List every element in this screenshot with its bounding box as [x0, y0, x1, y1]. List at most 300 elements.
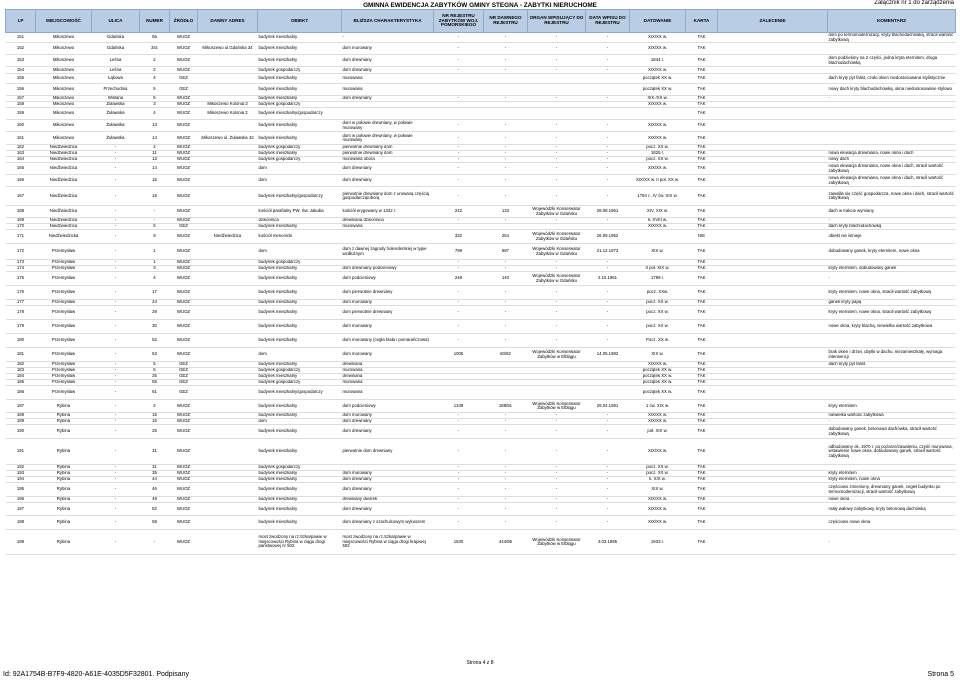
table-cell: - — [528, 516, 586, 530]
table-cell — [828, 43, 956, 55]
table-cell: dom drewniany z szachulcowym wykuszem — [342, 516, 434, 530]
table-cell — [198, 84, 258, 96]
table-cell: budynek mieszkalny — [258, 151, 342, 157]
table-cell: - — [92, 260, 140, 266]
table-cell: dom drewniany — [342, 419, 434, 425]
table-cell — [828, 334, 956, 348]
table-cell: 1349 — [434, 400, 484, 413]
table-cell: - — [586, 33, 630, 43]
table-cell: Niedźwiedzica — [36, 175, 92, 187]
table-cell: Wiślana — [92, 96, 140, 102]
table-cell: Niedźwiedzica — [36, 157, 92, 163]
table-cell: TAK — [686, 96, 718, 102]
table-cell: TAK — [686, 151, 718, 157]
table-cell: 153 — [6, 55, 36, 67]
table-cell — [718, 530, 828, 555]
table-cell: TAK — [686, 84, 718, 96]
table-cell: - — [586, 163, 630, 175]
table-cell — [198, 348, 258, 362]
table-cell — [528, 108, 586, 120]
table-cell: - — [528, 306, 586, 320]
table-cell: WUOZ — [170, 471, 198, 477]
table-cell: 163 — [6, 151, 36, 157]
table-cell: 254 — [484, 230, 528, 244]
table-cell: budynek mieszkalny — [258, 320, 342, 334]
table-cell: 176 — [6, 286, 36, 300]
table-cell: - — [484, 55, 528, 67]
table-cell: - — [828, 530, 956, 555]
table-cell: XIX/XX w. — [630, 439, 686, 465]
table-cell: pierwotnie dom drewniany — [342, 439, 434, 465]
table-cell: TAK — [686, 439, 718, 465]
table-cell: - — [92, 157, 140, 163]
table-cell: TAK — [686, 425, 718, 439]
table-cell — [434, 386, 484, 400]
table-cell: 30 — [140, 320, 170, 334]
table-cell: 195 — [6, 483, 36, 497]
table-cell: - — [586, 187, 630, 206]
table-cell: - — [92, 244, 140, 260]
table-cell: - — [586, 175, 630, 187]
table-cell: 198 — [6, 516, 36, 530]
table-cell: Rybina — [36, 503, 92, 516]
table-cell: - — [484, 419, 528, 425]
table-cell: XIX/XX w. — [630, 497, 686, 503]
table-cell: początek XX w. — [630, 84, 686, 96]
table-cell: - — [586, 413, 630, 419]
table-cell — [718, 206, 828, 218]
table-cell: dom drewniany — [342, 477, 434, 483]
table-cell: 189 — [6, 419, 36, 425]
table-cell: - — [140, 218, 170, 224]
table-cell: - — [92, 286, 140, 300]
table-cell: 60/82 — [484, 348, 528, 362]
table-cell: Żuławska — [92, 120, 140, 132]
table-cell: drewniana — [342, 362, 434, 368]
table-cell: - — [92, 206, 140, 218]
table-cell: Przemysław — [36, 374, 92, 380]
table-cell: XIX w. — [630, 348, 686, 362]
document-title: GMINNA EWIDENCJA ZABYTKÓW GMINY STEGNA - ZABYTKI NIERUCHOME — [363, 2, 597, 9]
table-cell: odbudowany ok. 1970 r. po pożarze/zawaleniu, część murowana, wstawienie nowe okna, dobudowany ganek, stracił wartość zabytkową — [828, 439, 956, 465]
table-cell: kryty eternitem — [828, 471, 956, 477]
table-cell: GEZ — [170, 362, 198, 368]
table-cell: budynek mieszkalny — [258, 272, 342, 286]
table-cell: - — [586, 132, 630, 145]
table-cell: 154 — [6, 67, 36, 74]
table-cell: - — [434, 413, 484, 419]
table-cell: murowana — [342, 84, 434, 96]
table-cell: Przemysław — [36, 244, 92, 260]
table-cell: 155 — [6, 74, 36, 84]
table-cell: dom drewniany — [342, 503, 434, 516]
table-cell: Rybina — [36, 419, 92, 425]
table-cell: 1006 — [434, 348, 484, 362]
table-cell: TAK — [686, 368, 718, 374]
table-cell: Przemysław — [36, 368, 92, 374]
table-cell: XIX/XX w. — [630, 516, 686, 530]
table-cell: nowa elewacja drewniana, nowe okna i dach — [828, 151, 956, 157]
table-cell: TAK — [686, 380, 718, 386]
table-cell: dom murowany — [342, 320, 434, 334]
table-cell: początek XX w. — [630, 386, 686, 400]
table-cell: - — [828, 96, 956, 102]
column-header: DAWNY ADRES — [198, 10, 258, 33]
table-cell: Rybina — [36, 497, 92, 503]
column-header: NUMER — [140, 10, 170, 33]
table-cell: pocz. XX w. — [630, 465, 686, 471]
table-cell — [828, 120, 956, 132]
table-cell: obiekt nie istnieje — [828, 230, 956, 244]
table-cell: drewniana — [342, 374, 434, 380]
table-cell: - — [484, 187, 528, 206]
table-row — [6, 206, 956, 218]
table-cell: 2 — [140, 67, 170, 74]
table-cell: XIX/XX w. — [630, 362, 686, 368]
column-header: DATA WPISU DO REJESTRU — [586, 10, 630, 33]
table-row — [6, 286, 956, 300]
column-header: MIEJSCOWOŚĆ — [36, 10, 92, 33]
table-cell — [718, 320, 828, 334]
table-cell: budynek mieszkalny/gospodarczy — [258, 108, 342, 120]
table-cell: - — [528, 465, 586, 471]
table-cell: 169 — [6, 218, 36, 224]
table-cell: WUOZ — [170, 244, 198, 260]
table-cell: Rybina — [36, 483, 92, 497]
table-cell: Rybina — [36, 465, 92, 471]
table-cell: Mikoszewo — [36, 55, 92, 67]
table-cell: 158 — [6, 102, 36, 108]
table-cell: 1 — [140, 244, 170, 260]
table-cell — [198, 33, 258, 43]
table-cell: XIX /XX w. — [630, 96, 686, 102]
table-cell — [586, 84, 630, 96]
table-cell: kryty eternitem, dobudowany ganek — [828, 266, 956, 272]
table-cell: 173 — [6, 260, 36, 266]
table-cell: - — [92, 497, 140, 503]
table-cell: Wojewódzki Konserwator Zabytków w Gdańsku — [528, 244, 586, 260]
table-cell: 5 — [140, 84, 170, 96]
table-cell: dom — [258, 175, 342, 187]
table-cell: - — [484, 151, 528, 157]
table-cell: TAK — [686, 465, 718, 471]
table-cell: niewielka wartość zabytkowa — [828, 413, 956, 419]
table-cell: TAK — [686, 386, 718, 400]
table-cell: pocz. XX w. — [630, 300, 686, 306]
table-cell: - — [528, 260, 586, 266]
column-header: ORGAN WPISUJĄCY DO REJESTRU — [528, 10, 586, 33]
table-row — [6, 425, 956, 439]
table-cell: WUOZ — [170, 300, 198, 306]
table-cell: Niedźwiedzicka — [36, 230, 92, 244]
table-cell: - — [484, 439, 528, 465]
table-cell: Wojewódzki Konserwator Zabytków w Elblągu — [528, 348, 586, 362]
table-cell: - — [528, 151, 586, 157]
table-cell: 156 — [6, 84, 36, 96]
table-cell: - — [92, 503, 140, 516]
table-cell: - — [484, 471, 528, 477]
table-cell: 5 — [140, 224, 170, 230]
table-cell — [718, 334, 828, 348]
table-cell: TAK — [686, 286, 718, 300]
column-header: ŹRÓDŁO — [170, 10, 198, 33]
table-row — [6, 175, 956, 187]
table-cell: - — [484, 33, 528, 43]
table-cell: - — [484, 163, 528, 175]
table-cell: kryty eternitem, nowe okna, stracił wartość zabytkową — [828, 286, 956, 300]
table-cell: Mikoszewo — [36, 96, 92, 102]
table-cell: budynek mieszkalny — [258, 74, 342, 84]
table-cell: WUOZ — [170, 33, 198, 43]
table-cell: XIX/XX w. — [630, 413, 686, 419]
table-cell: 152 — [6, 43, 36, 55]
table-cell: TAK — [686, 74, 718, 84]
table-cell — [198, 206, 258, 218]
table-cell: budynek mieszkalny/gospodarczy — [258, 187, 342, 206]
table-cell: początek XX w. — [630, 74, 686, 84]
table-cell: budynek gospodarczy — [258, 102, 342, 108]
table-cell — [528, 386, 586, 400]
table-cell: - — [586, 43, 630, 55]
table-cell: Mikoszewo — [36, 84, 92, 96]
table-cell: 5 — [140, 96, 170, 102]
table-cell: WUOZ — [170, 230, 198, 244]
table-row — [6, 503, 956, 516]
table-cell: WUOZ — [170, 157, 198, 163]
table-cell: Niedźwiedzica — [36, 218, 92, 224]
table-cell: Niedźwiedzica — [36, 206, 92, 218]
table-row — [6, 306, 956, 320]
table-cell: dom — [258, 163, 342, 175]
table-cell: dom podcieniowy — [342, 400, 434, 413]
table-cell: 4 — [140, 74, 170, 84]
table-cell: - — [484, 260, 528, 266]
table-row — [6, 334, 956, 348]
table-cell: 2 — [140, 55, 170, 67]
table-cell: - — [828, 419, 956, 425]
table-cell: Rybina — [36, 413, 92, 419]
table-row — [6, 120, 956, 132]
table-cell: - — [434, 33, 484, 43]
table-cell — [718, 348, 828, 362]
table-cell: Rybina — [36, 400, 92, 413]
table-cell — [434, 84, 484, 96]
table-cell — [434, 108, 484, 120]
table-cell: 167 — [6, 187, 36, 206]
table-cell — [198, 439, 258, 465]
table-cell: WUOZ — [170, 477, 198, 483]
table-cell: - — [434, 419, 484, 425]
table-cell: WUOZ — [170, 272, 198, 286]
table-cell: - — [528, 300, 586, 306]
table-cell: 13 — [140, 120, 170, 132]
table-cell: murowana obora — [342, 157, 434, 163]
table-cell — [718, 74, 828, 84]
table-cell: Niedźwiedzica — [36, 163, 92, 175]
table-cell: budynek mieszkalny — [258, 503, 342, 516]
table-cell — [718, 33, 828, 43]
table-cell: 444/95 — [484, 530, 528, 555]
table-cell: ganek kryty papą — [828, 300, 956, 306]
table-cell: - — [434, 43, 484, 55]
table-cell: Wojewódzki Konserwator Zabytków w Elblągu — [528, 400, 586, 413]
table-cell: 194 — [6, 477, 36, 483]
table-cell: 11 — [140, 151, 170, 157]
table-cell: budynek mieszkalny — [258, 55, 342, 67]
table-cell: Mikoszewo — [36, 120, 92, 132]
table-cell: 29 — [140, 306, 170, 320]
table-cell: TAK — [686, 102, 718, 108]
table-cell: murowana — [342, 74, 434, 84]
table-cell: 151 — [6, 33, 36, 43]
table-cell: dom w połowie drewniany, w połowie murowany — [342, 120, 434, 132]
table-cell: Mikoszewo — [36, 67, 92, 74]
table-cell: dach w trakcie wymiany — [828, 206, 956, 218]
table-cell: - — [528, 477, 586, 483]
table-cell: - — [434, 132, 484, 145]
table-cell: Przemysław — [36, 362, 92, 368]
table-cell: 9 — [140, 230, 170, 244]
table-row — [6, 84, 956, 96]
table-cell: kościół parafialny PW. Św. Jakuba — [258, 206, 342, 218]
table-cell: - — [586, 516, 630, 530]
table-cell: dom pierwotnie drewniany — [342, 306, 434, 320]
table-cell: - — [434, 497, 484, 503]
table-cell: dom po termomodernizacji, kryty blachodachówką, stracił wartość zabytkową — [828, 33, 956, 43]
table-cell: - — [586, 471, 630, 477]
table-cell: budynek mieszkalny — [258, 334, 342, 348]
table-cell — [586, 108, 630, 120]
table-cell: 3 — [140, 266, 170, 272]
table-cell — [718, 286, 828, 300]
table-cell: 4 — [140, 272, 170, 286]
table-cell: 191 — [6, 439, 36, 465]
table-cell: - — [586, 419, 630, 425]
table-cell: - — [484, 120, 528, 132]
table-cell: - — [92, 471, 140, 477]
table-cell — [198, 163, 258, 175]
table-cell: - — [92, 145, 140, 151]
table-cell: - — [586, 477, 630, 483]
table-cell: WUOZ — [170, 413, 198, 419]
table-cell: dom drewniany — [342, 163, 434, 175]
table-cell: Rybina — [36, 439, 92, 465]
table-cell: - — [828, 218, 956, 224]
table-cell: - — [140, 530, 170, 555]
table-cell: WUOZ — [170, 218, 198, 224]
table-cell: budynek mieszkalny — [258, 374, 342, 380]
table-cell — [198, 400, 258, 413]
table-cell: budynek mieszkalny — [258, 84, 342, 96]
table-cell: 164 — [6, 157, 36, 163]
table-cell: - — [92, 400, 140, 413]
page-label: Strona 5 — [927, 671, 954, 678]
document-id: Id: 92A1754B-B7F9-4820-A61E-4035D5F32801. Podpisany — [3, 671, 190, 678]
table-cell: - — [92, 362, 140, 368]
table-cell: 170 — [6, 224, 36, 230]
table-cell: Mikoszewo — [36, 102, 92, 108]
table-cell: - — [528, 157, 586, 163]
table-cell: - — [434, 55, 484, 67]
table-cell: Przemysław — [36, 286, 92, 300]
table-cell: 166 — [6, 175, 36, 187]
table-cell: 13 — [140, 157, 170, 163]
table-cell: most zwodzony na rz.Szkarpawie w miejscowości Rybina w ciągu drogi krajowej 502 — [342, 530, 434, 555]
table-cell: - — [92, 374, 140, 380]
table-cell: - — [434, 120, 484, 132]
table-cell: 21.12.1973 — [586, 244, 630, 260]
table-cell: 14 — [140, 163, 170, 175]
table-cell: - — [92, 272, 140, 286]
table-cell: pocz. XX w. — [630, 306, 686, 320]
column-header: ULICA — [92, 10, 140, 33]
table-cell: GEZ — [170, 74, 198, 84]
table-cell: TAK — [686, 400, 718, 413]
column-header: LP — [6, 10, 36, 33]
table-cell: - — [528, 145, 586, 151]
table-cell: WUOZ — [170, 132, 198, 145]
table-cell: Przemysław — [36, 266, 92, 272]
table-cell: - — [434, 425, 484, 439]
table-cell: - — [586, 483, 630, 497]
table-cell — [718, 67, 828, 74]
table-cell: budynek mieszkalny — [258, 425, 342, 439]
table-cell — [586, 386, 630, 400]
table-cell: WUOZ — [170, 400, 198, 413]
table-cell: WUOZ — [170, 439, 198, 465]
table-cell: - — [586, 286, 630, 300]
table-cell: budynek mieszkalny — [258, 266, 342, 272]
table-cell: - — [586, 120, 630, 132]
table-cell: WUOZ — [170, 108, 198, 120]
table-cell: WUOZ — [170, 145, 198, 151]
table-cell: XIX/XX w. — [630, 503, 686, 516]
table-cell: WUOZ — [170, 187, 198, 206]
table-cell: 17 — [140, 286, 170, 300]
table-cell: - — [434, 465, 484, 471]
table-cell: pocz. XX w. — [630, 145, 686, 151]
table-cell: - — [528, 503, 586, 516]
table-cell: TAK — [686, 516, 718, 530]
table-cell: brak okien i drzwi, ubytki w dachu, niezamieszkały, wymaga interwencji — [828, 348, 956, 362]
table-cell: - — [528, 439, 586, 465]
table-cell: TAK — [686, 157, 718, 163]
table-cell: - — [434, 516, 484, 530]
table-cell: kościół erygowany w 1342 r. — [342, 206, 434, 218]
table-cell: 15 — [140, 175, 170, 187]
table-cell: Rybina — [36, 471, 92, 477]
table-cell: 165 — [6, 163, 36, 175]
table-cell: dom — [258, 419, 342, 425]
column-header: BLIŻSZA CHARAKTERYSTYKA — [342, 10, 434, 33]
table-cell: TAK — [686, 224, 718, 230]
table-cell: kryty eternitem, nowe okna — [828, 477, 956, 483]
table-cell — [828, 132, 956, 145]
table-cell: Gdańska — [92, 33, 140, 43]
table-cell: kryty eternitem, nowe okna, stracił wartość zabytkową — [828, 306, 956, 320]
table-cell: - — [586, 465, 630, 471]
table-cell: XIX/XX w. — [630, 67, 686, 74]
table-cell: WUOZ — [170, 151, 198, 157]
table-cell: - — [586, 157, 630, 163]
table-cell: TAK — [686, 55, 718, 67]
table-row — [6, 55, 956, 67]
table-cell: - — [434, 163, 484, 175]
table-cell: budynek gospodarczy — [258, 260, 342, 266]
table-cell: - — [434, 175, 484, 187]
table-cell: - — [484, 516, 528, 530]
table-cell: WUOZ — [170, 96, 198, 102]
